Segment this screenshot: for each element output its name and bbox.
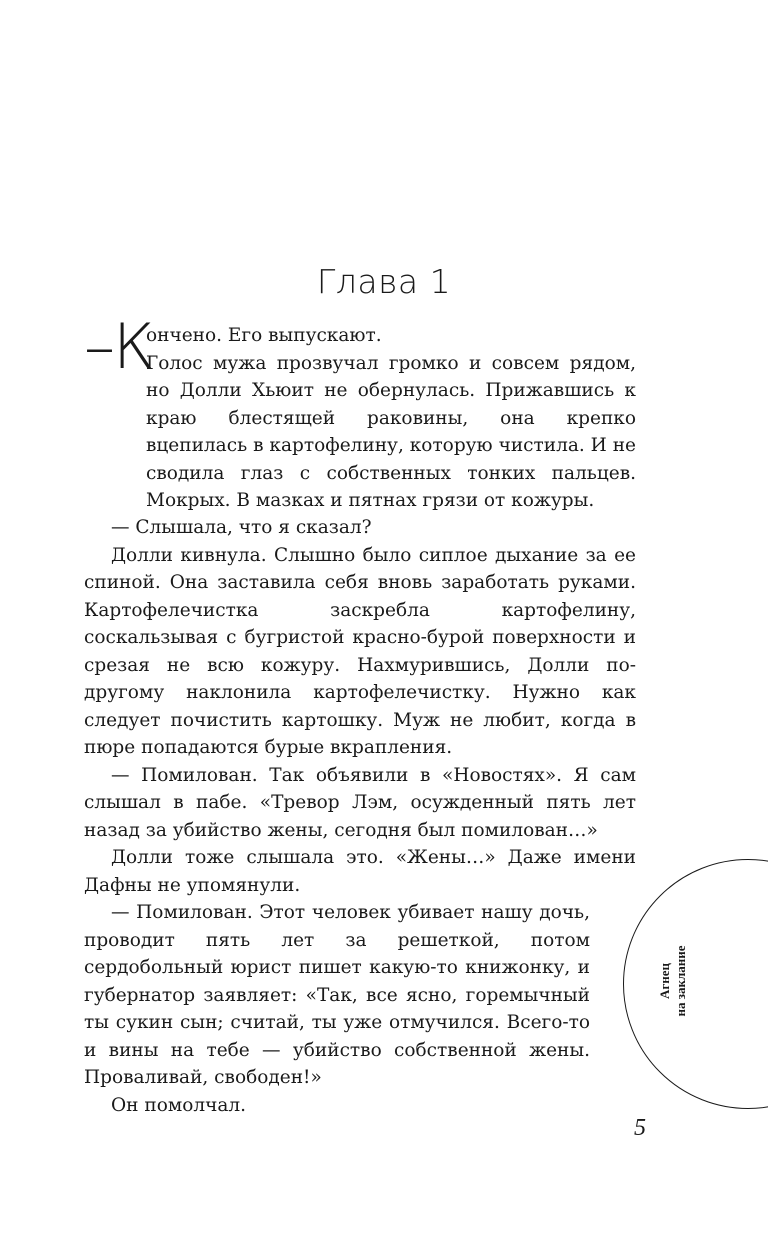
paragraph-3: — Слышала, что я сказал? [111, 517, 372, 538]
paragraph-7: — Помилован. Этот человек убивает нашу дочь, проводит пять лет за решеткой, потом сердобольный юрист пишет какую-то книжонку, и губернатор заявляет: «Так, все ясно, горемычный ты сукин сын; считай, ты уже отмучился. Всего-то и вины на тебе — убийство собственной жены. Проваливай, свободен!» [84, 902, 590, 1088]
page-number: 5 [634, 1115, 646, 1141]
opening-paragraph [84, 310, 636, 383]
drop-cap-dash: – [84, 310, 113, 383]
side-tab-line1: Агнец [657, 962, 672, 1000]
paragraph-8: Он помолчал. [111, 1094, 247, 1116]
paragraph-2-start [84, 350, 636, 515]
side-tab-line2: на заклание [673, 945, 688, 1017]
body-text-narrow [84, 899, 590, 1119]
paragraph-5: — Помилован. Так объявили в «Новостях». Я сам слышал в пабе. «Тревор Лэм, осужденный пять лет назад за убийство жены, сегодня был помилован…» [84, 764, 636, 841]
drop-cap-letter: К [113, 310, 153, 383]
body-text-wide [84, 310, 636, 515]
body-text-main [84, 514, 636, 899]
chapter-title: Глава 1 [316, 262, 452, 301]
paragraph-4: Долли кивнула. Слышно было сиплое дыхание за ее спиной. Она заставила себя вновь заработать руками. Картофелечистка заскребла картофелину, соскальзывая с бугристой красно-бурой поверхности и срезая не всю кожуру. Нахмурившись, Долли по-другому наклонила картофелечистку. Нужно как следует почистить картошку. Муж не любит, когда в пюре попадаются бурые вкрапления. [84, 544, 636, 758]
side-tab-label [628, 945, 718, 1017]
drop-cap [84, 310, 153, 383]
paragraph-2: Голос мужа прозвучал громко и совсем рядом, но Долли Хьюит не обернулась. Прижавшись к краю блестящей раковины, она крепко вцепилась в картофелину, которую чистила. И не сводила глаз с собственных тонких пальцев. Мокрых. В мазках и пятнах грязи от кожуры. [146, 352, 636, 511]
paragraph-6: Долли тоже слышала это. «Жены…» Даже имени Дафны не упомянули. [84, 847, 636, 896]
paragraph-1: ончено. Его выпускают. [146, 325, 382, 346]
